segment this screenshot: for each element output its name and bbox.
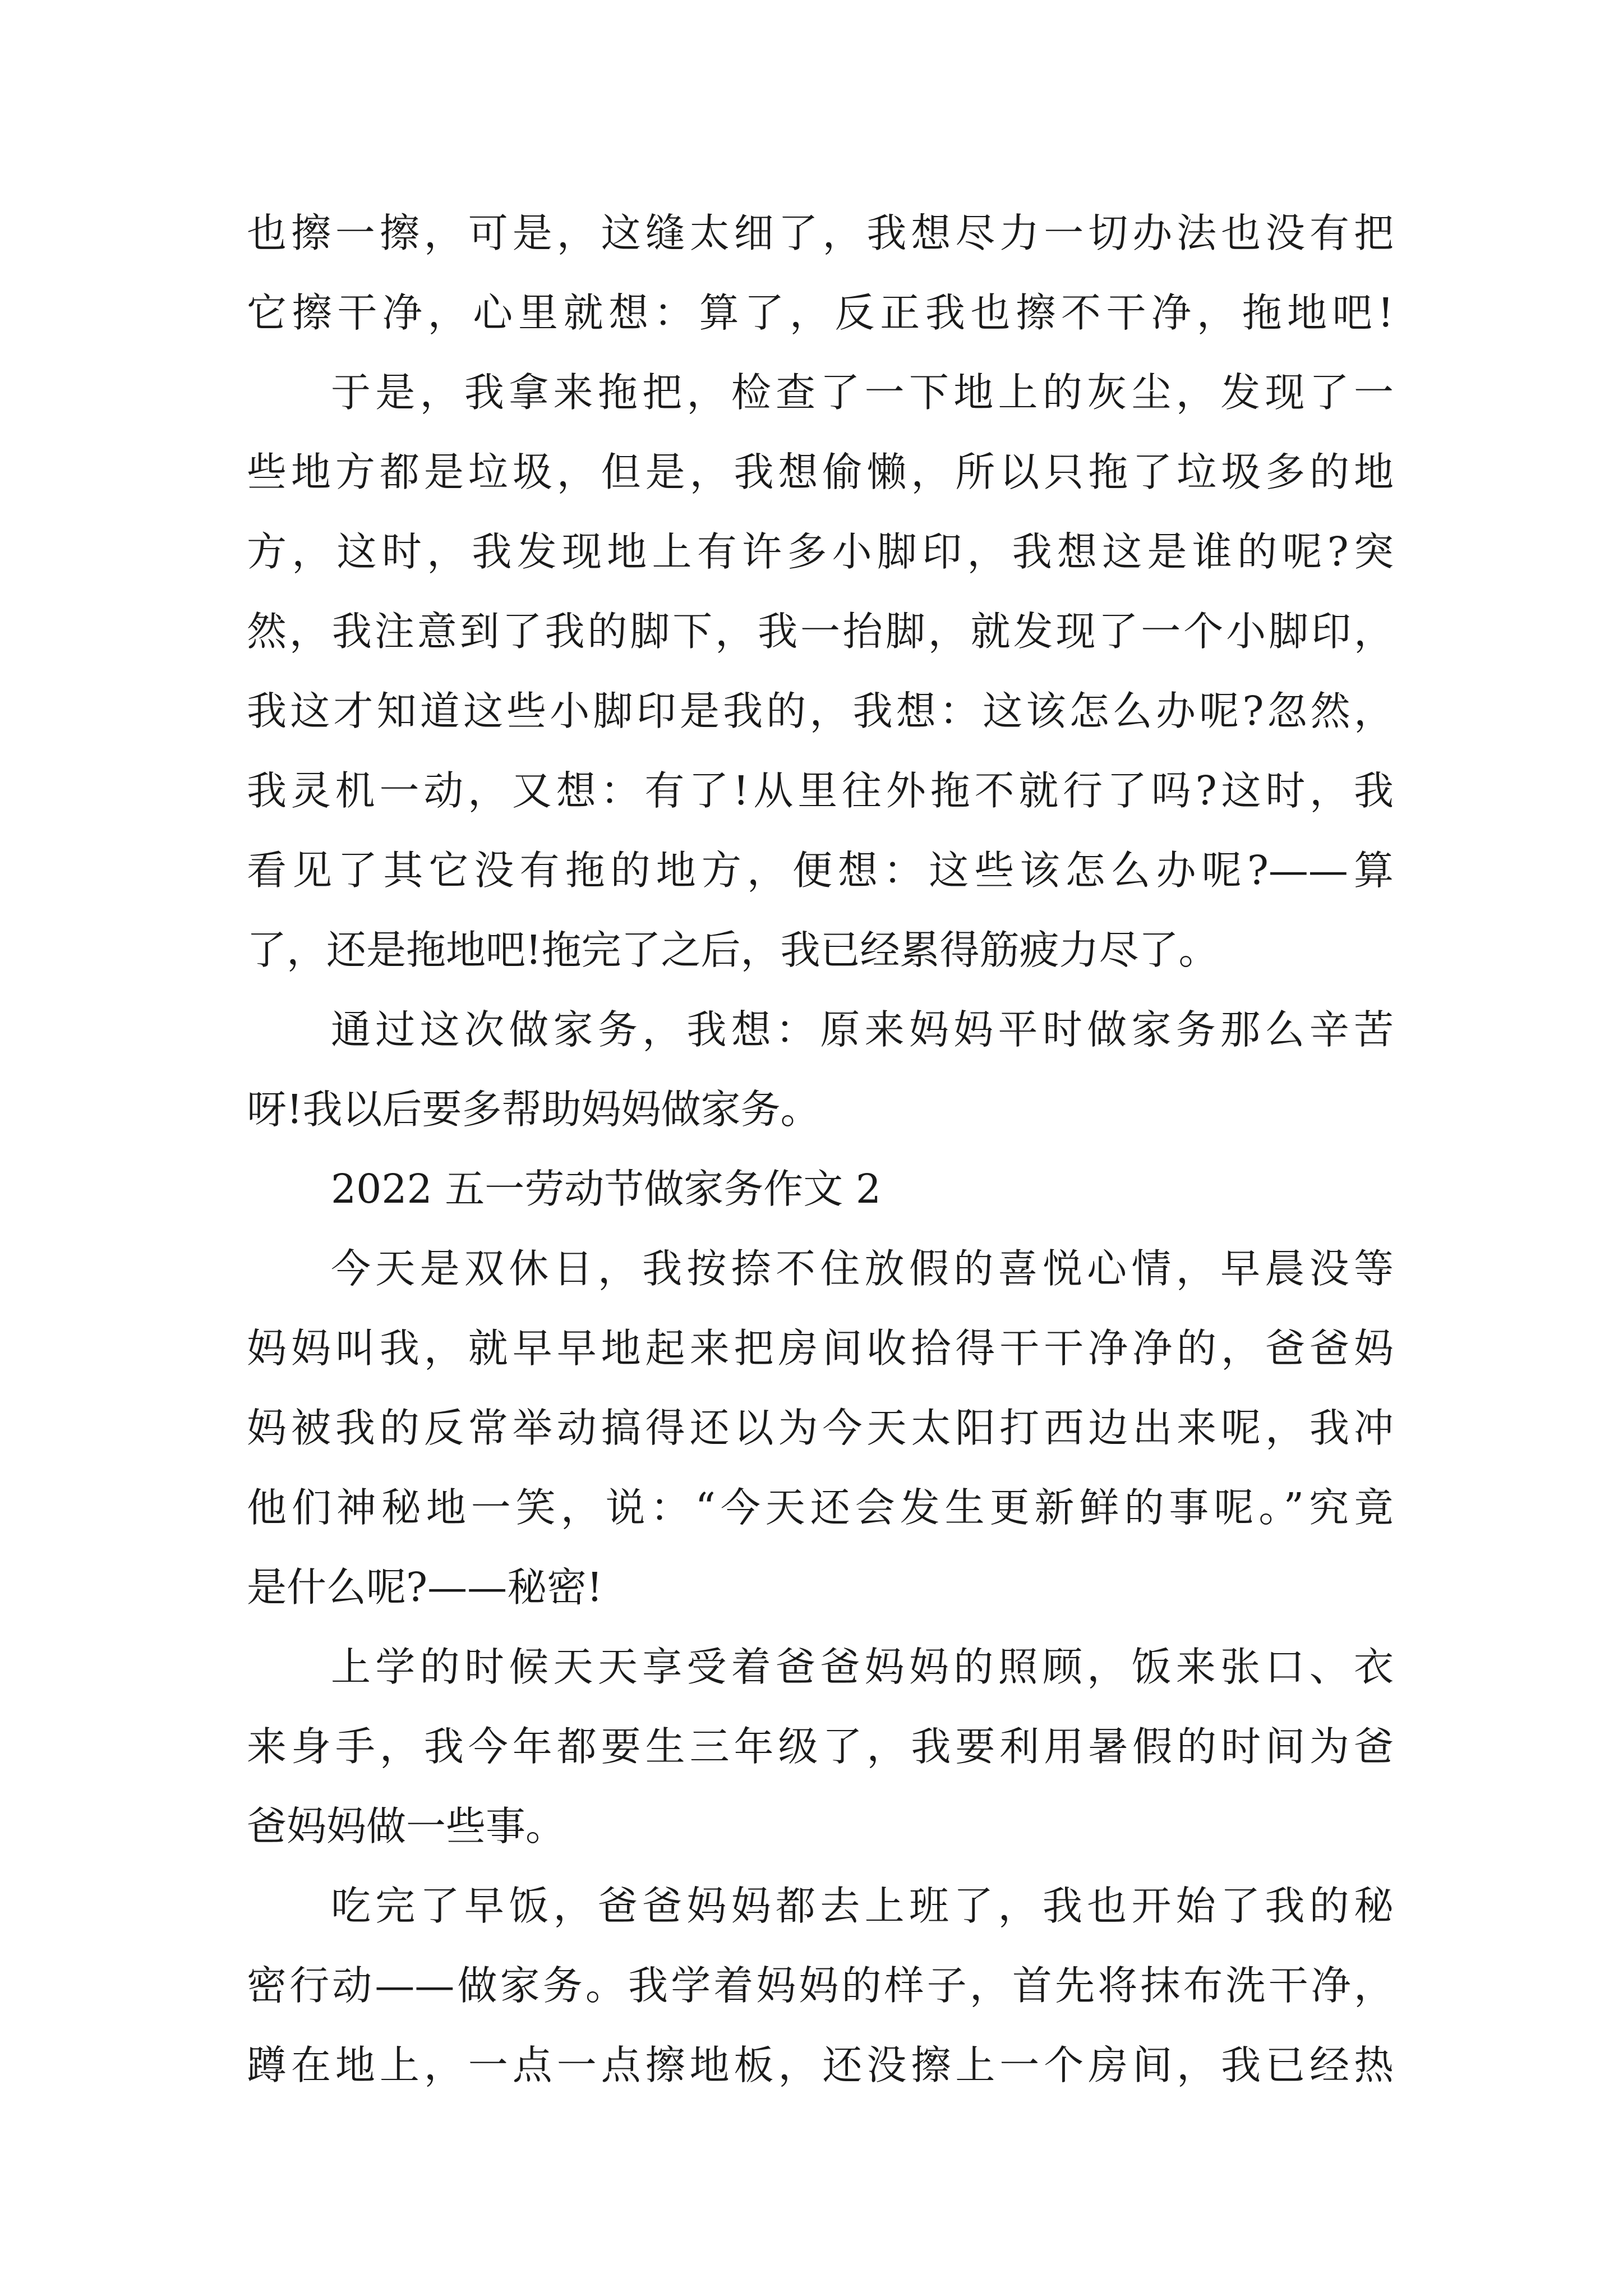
text-line-24: 蹲在地上，一点一点擦地板，还没擦上一个房间，我已经热 xyxy=(247,2042,1394,2088)
text-line-18: 是什么呢?——秘密! xyxy=(247,1564,603,1611)
text-line-3: 于是，我拿来拖把，检查了一下地上的灰尘，发现了一 xyxy=(331,369,1394,416)
text-line-10: 了，还是拖地吧!拖完了之后，我已经累得筋疲力尽了。 xyxy=(247,927,1219,973)
text-line-8: 我灵机一动，又想：有了!从里往外拖不就行了吗?这时，我 xyxy=(247,767,1394,814)
text-line-6: 然，我注意到了我的脚下，我一抬脚，就发现了一个小脚印， xyxy=(247,608,1394,655)
text-line-17: 他们神秘地一笑，说：“今天还会发生更新鲜的事呢。”究竟 xyxy=(247,1484,1394,1531)
section-heading: 2022 五一劳动节做家务作文 2 xyxy=(331,1166,882,1212)
text-line-21: 爸妈妈做一些事。 xyxy=(247,1803,566,1849)
text-line-7: 我这才知道这些小脚印是我的，我想：这该怎么办呢?忽然， xyxy=(247,688,1394,734)
text-line-5: 方，这时，我发现地上有许多小脚印，我想这是谁的呢?突 xyxy=(247,528,1394,575)
text-line-19: 上学的时候天天享受着爸爸妈妈的照顾，饭来张口、衣 xyxy=(331,1644,1394,1690)
text-line-9: 看见了其它没有拖的地方，便想：这些该怎么办呢?——算 xyxy=(247,847,1394,894)
text-line-15: 妈妈叫我，就早早地起来把房间收拾得干干净净的，爸爸妈 xyxy=(247,1325,1394,1372)
text-line-1: 也擦一擦，可是，这缝太细了，我想尽力一切办法也没有把 xyxy=(247,210,1394,256)
text-line-14: 今天是双休日，我按捺不住放假的喜悦心情，早晨没等 xyxy=(331,1245,1394,1292)
text-line-11: 通过这次做家务，我想：原来妈妈平时做家务那么辛苦 xyxy=(331,1006,1394,1053)
text-line-16: 妈被我的反常举动搞得还以为今天太阳打西边出来呢，我冲 xyxy=(247,1405,1394,1451)
text-line-2: 它擦干净，心里就想：算了，反正我也擦不干净，拖地吧! xyxy=(247,289,1394,336)
document-body xyxy=(247,194,1394,2105)
text-line-4: 些地方都是垃圾，但是，我想偷懒，所以只拖了垃圾多的地 xyxy=(247,449,1394,495)
text-line-22: 吃完了早饭，爸爸妈妈都去上班了，我也开始了我的秘 xyxy=(331,1883,1394,1929)
text-line-12: 呀!我以后要多帮助妈妈做家务。 xyxy=(247,1086,820,1133)
text-line-20: 来身手，我今年都要生三年级了，我要利用暑假的时间为爸 xyxy=(247,1723,1394,1770)
text-line-23: 密行动——做家务。我学着妈妈的样子，首先将抹布洗干净， xyxy=(247,1962,1394,2009)
